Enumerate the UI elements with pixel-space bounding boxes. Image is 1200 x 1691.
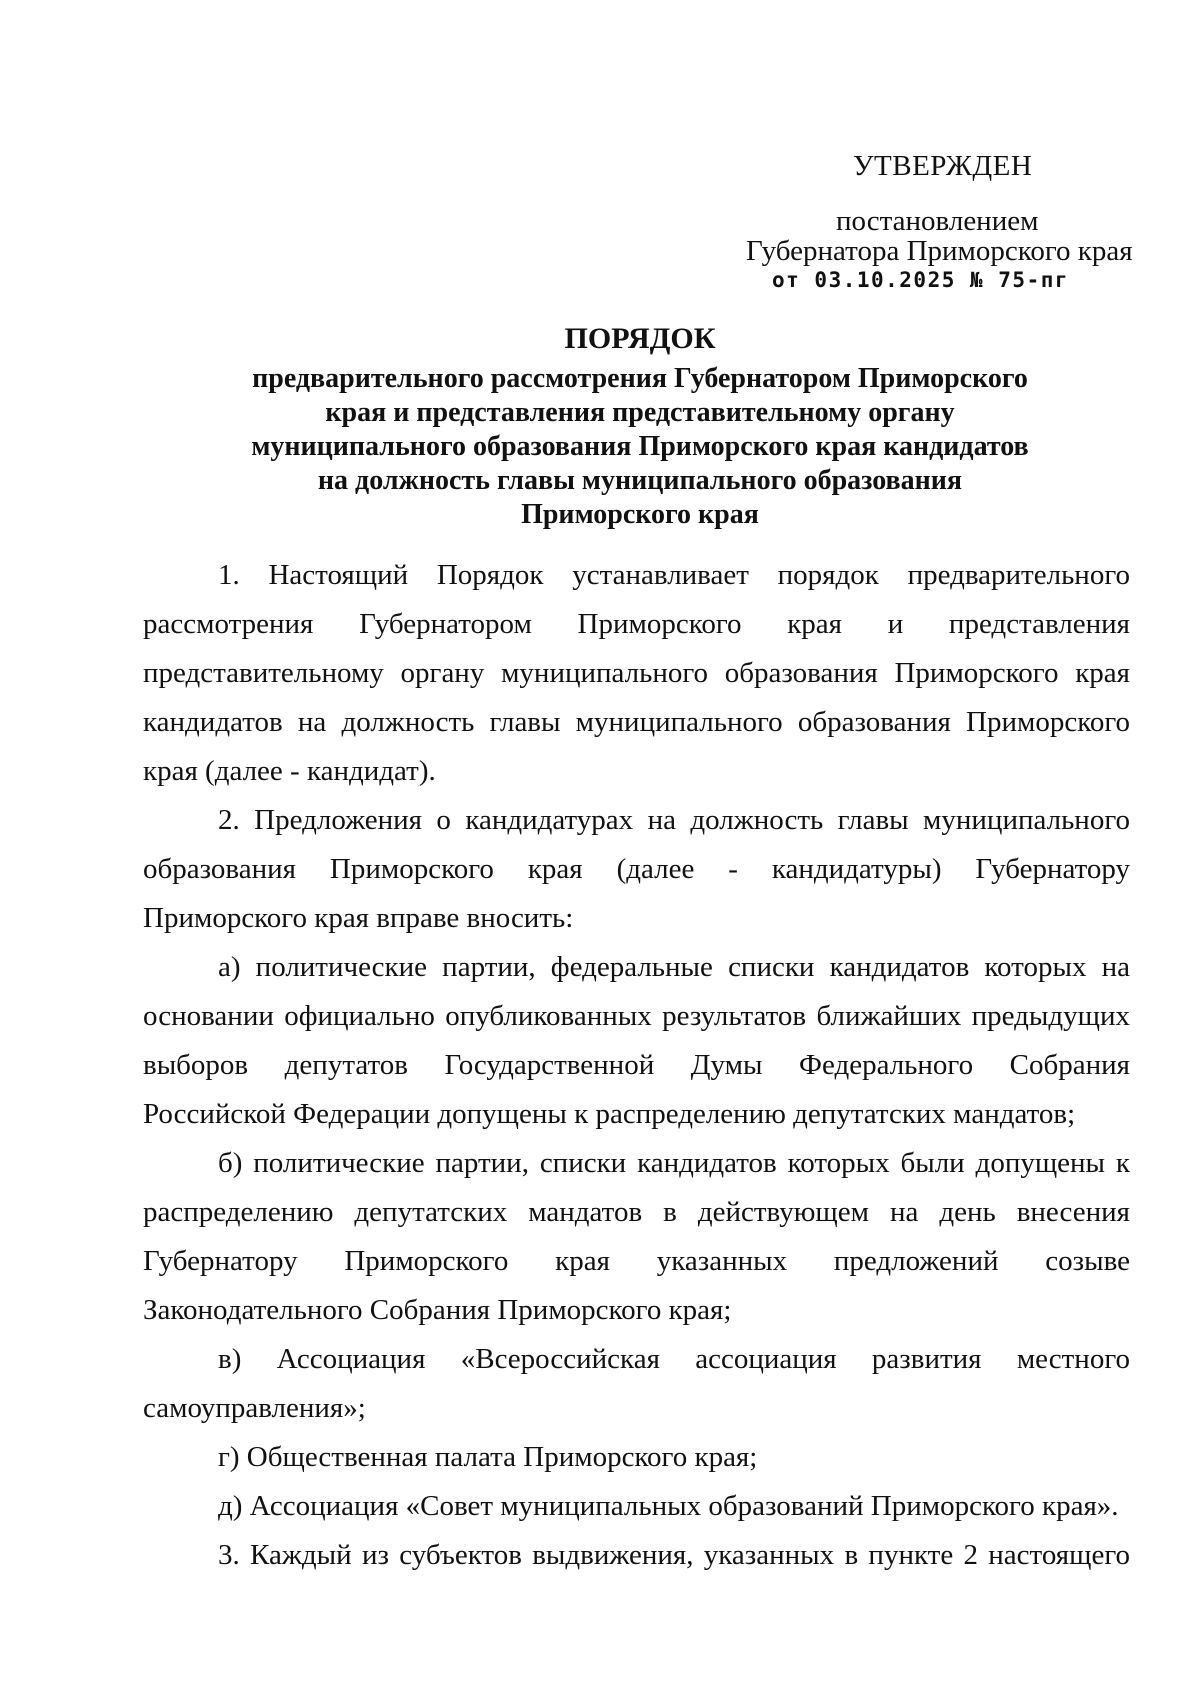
subtitle-line: Приморского края	[521, 499, 759, 530]
approval-title: УТВЕРЖДЕН	[853, 150, 1033, 182]
paragraph-2b: б) политические партии, списки кандидатов которых были допущены к распределению депутатских мандатов в действующем на день внесения Губернатору Приморского края указанных предложений созыве Законодательного Собрания Приморского края;	[143, 1147, 1130, 1326]
document-body	[143, 551, 1130, 1580]
subtitle-line: края и представления представительному органу	[325, 397, 955, 428]
document-title: ПОРЯДОК	[564, 322, 716, 355]
approval-authority: Губернатора Приморского края	[746, 235, 1133, 267]
approval-by-resolution: постановлением	[836, 205, 1039, 237]
paragraph-2: 2. Предложения о кандидатурах на должность главы муниципального образования Приморского края (далее - кандидатуры) Губернатору Приморского края вправе вносить:	[143, 804, 1130, 934]
paragraph-3: 3. Каждый из субъектов выдвижения, указанных в пункте 2 настоящего	[218, 1539, 1130, 1571]
subtitle-line: предварительного рассмотрения Губернатором Приморского	[252, 363, 1028, 394]
paragraph-2g: г) Общественная палата Приморского края;	[218, 1441, 758, 1473]
paragraph-1: 1. Настоящий Порядок устанавливает порядок предварительного рассмотрения Губернатором Приморского края и представления представительному органу муниципального образования Приморского края кандидатов на должность главы муниципального образования Приморского края (далее - кандидат).	[143, 559, 1130, 787]
paragraph-2v: в) Ассоциация «Всероссийская ассоциация развития местного самоуправления»;	[143, 1343, 1130, 1424]
subtitle-line: на должность главы муниципального образования	[317, 465, 963, 496]
document-subtitle	[150, 362, 1130, 532]
subtitle-line: муниципального образования Приморского края кандидатов	[251, 431, 1029, 462]
approval-date-number-stamp: от 03.10.2025 № 75-пг	[772, 268, 1070, 292]
paragraph-2d: д) Ассоциация «Совет муниципальных образований Приморского края».	[218, 1490, 1119, 1522]
paragraph-2a: а) политические партии, федеральные списки кандидатов которых на основании официально опубликованных результатов ближайших предыдущих выборов депутатов Государственной Думы Федерального Собрания Российской Федерации допущены к распределению депутатских мандатов;	[143, 951, 1130, 1130]
